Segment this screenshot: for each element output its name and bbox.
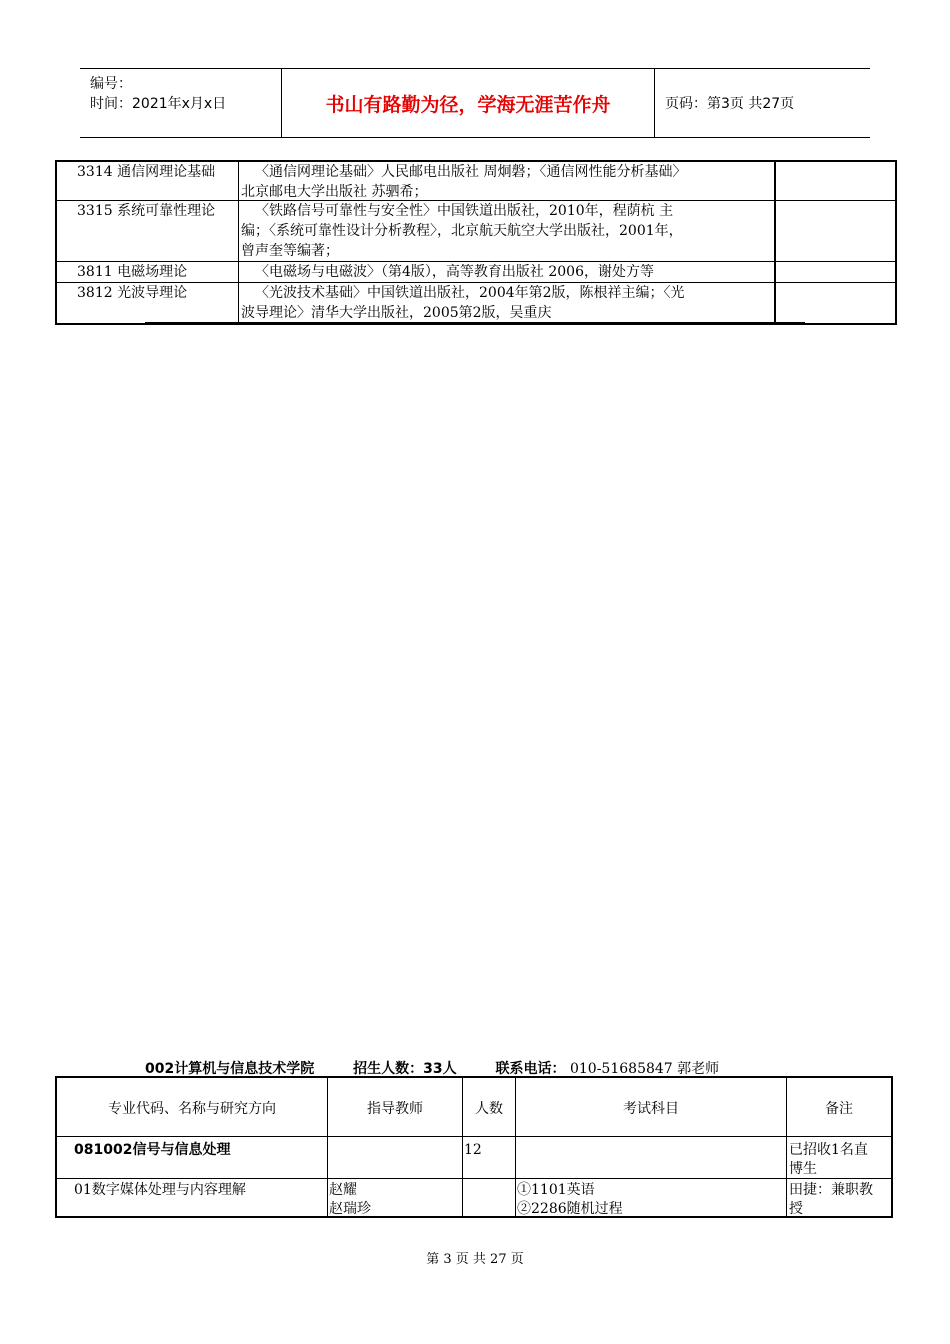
time-label: 时间：2021年x月x日 [90, 96, 227, 112]
reference-text [238, 283, 775, 323]
major-name: 081002信号与信息处理 [74, 1142, 231, 1158]
table-row [57, 282, 895, 323]
table-row [57, 261, 895, 282]
header-meta [80, 69, 282, 137]
phone-value: 010-51685847 郭老师 [569, 1061, 720, 1077]
note-line: 授 [789, 1201, 803, 1217]
reference-line: 〈通信网理论基础〉人民邮电出版社 周炯磐；〈通信网性能分析基础〉 [255, 164, 687, 180]
course-code: 3811 电磁场理论 [77, 264, 188, 280]
page-footer: 第 3 页 共 27 页 [426, 1252, 524, 1267]
enroll-count: 招生人数：33人 [353, 1061, 457, 1077]
exam-subject: ①1101英语 [517, 1182, 595, 1198]
header-count: 人数 [475, 1101, 503, 1117]
direction-teachers [329, 1181, 371, 1219]
note-line: 田捷：兼职教 [789, 1182, 873, 1198]
motto: 书山有路勤为径，学海无涯苦作舟 [282, 69, 655, 137]
course-code: 3315 系统可靠性理论 [77, 203, 216, 219]
reference-text [238, 201, 775, 261]
reference-line: 曾声奎等编著； [241, 243, 339, 259]
teacher-name: 赵瑞珍 [329, 1201, 371, 1217]
direction-note [789, 1181, 873, 1219]
reference-line: 〈电磁场与电磁波〉（第4版），高等教育出版社 2006，谢处方等 [255, 264, 654, 280]
divider [327, 1078, 328, 1216]
table-row [57, 162, 895, 200]
header-teacher: 指导教师 [367, 1101, 423, 1117]
remark-cell [775, 283, 895, 323]
enrollment-table [55, 1076, 893, 1218]
header-exam: 考试科目 [623, 1101, 679, 1117]
major-note [789, 1141, 868, 1179]
reference-text [238, 162, 775, 200]
phone-label: 联系电话： [495, 1061, 566, 1077]
direction-exams [517, 1181, 623, 1219]
page-info: 页码：第3页 共27页 [665, 96, 795, 112]
table-row [57, 200, 895, 261]
college-title [145, 1058, 719, 1078]
course-code: 3314 通信网理论基础 [77, 164, 216, 180]
reference-line: 编；〈系统可靠性设计分析教程〉，北京航天航空大学出版社，2001年， [241, 223, 683, 239]
reference-line: 北京邮电大学出版社 苏驷希； [241, 184, 428, 200]
divider [57, 1178, 891, 1179]
teacher-name: 赵耀 [329, 1182, 357, 1198]
reference-line: 〈铁路信号可靠性与安全性〉中国铁道出版社，2010年，程荫杭 主 [255, 203, 674, 219]
divider [786, 1078, 787, 1216]
exam-subject: ②2286随机过程 [517, 1201, 623, 1217]
reference-line: 波导理论〉清华大学出版社，2005第2版，吴重庆 [241, 305, 552, 321]
number-label: 编号： [90, 76, 132, 92]
remark-cell [775, 262, 895, 282]
course-code: 3812 光波导理论 [77, 285, 188, 301]
reference-text [238, 262, 775, 282]
note-line: 博生 [789, 1161, 817, 1177]
major-count: 12 [464, 1142, 482, 1158]
direction-name: 01数字媒体处理与内容理解 [74, 1182, 246, 1198]
reference-line: 〈光波技术基础〉中国铁道出版社，2004年第2版，陈根祥主编；〈光 [255, 285, 685, 301]
note-line: 已招收1名直 [789, 1142, 868, 1158]
page-header [80, 68, 870, 138]
divider [57, 1136, 891, 1137]
divider [515, 1078, 516, 1216]
divider [145, 322, 805, 323]
college-name: 002计算机与信息技术学院 [145, 1061, 315, 1077]
divider [462, 1078, 463, 1216]
header-note: 备注 [825, 1101, 853, 1117]
remark-cell [775, 201, 895, 261]
remark-cell [775, 162, 895, 200]
header-major: 专业代码、名称与研究方向 [108, 1101, 276, 1117]
reference-table [55, 160, 897, 325]
